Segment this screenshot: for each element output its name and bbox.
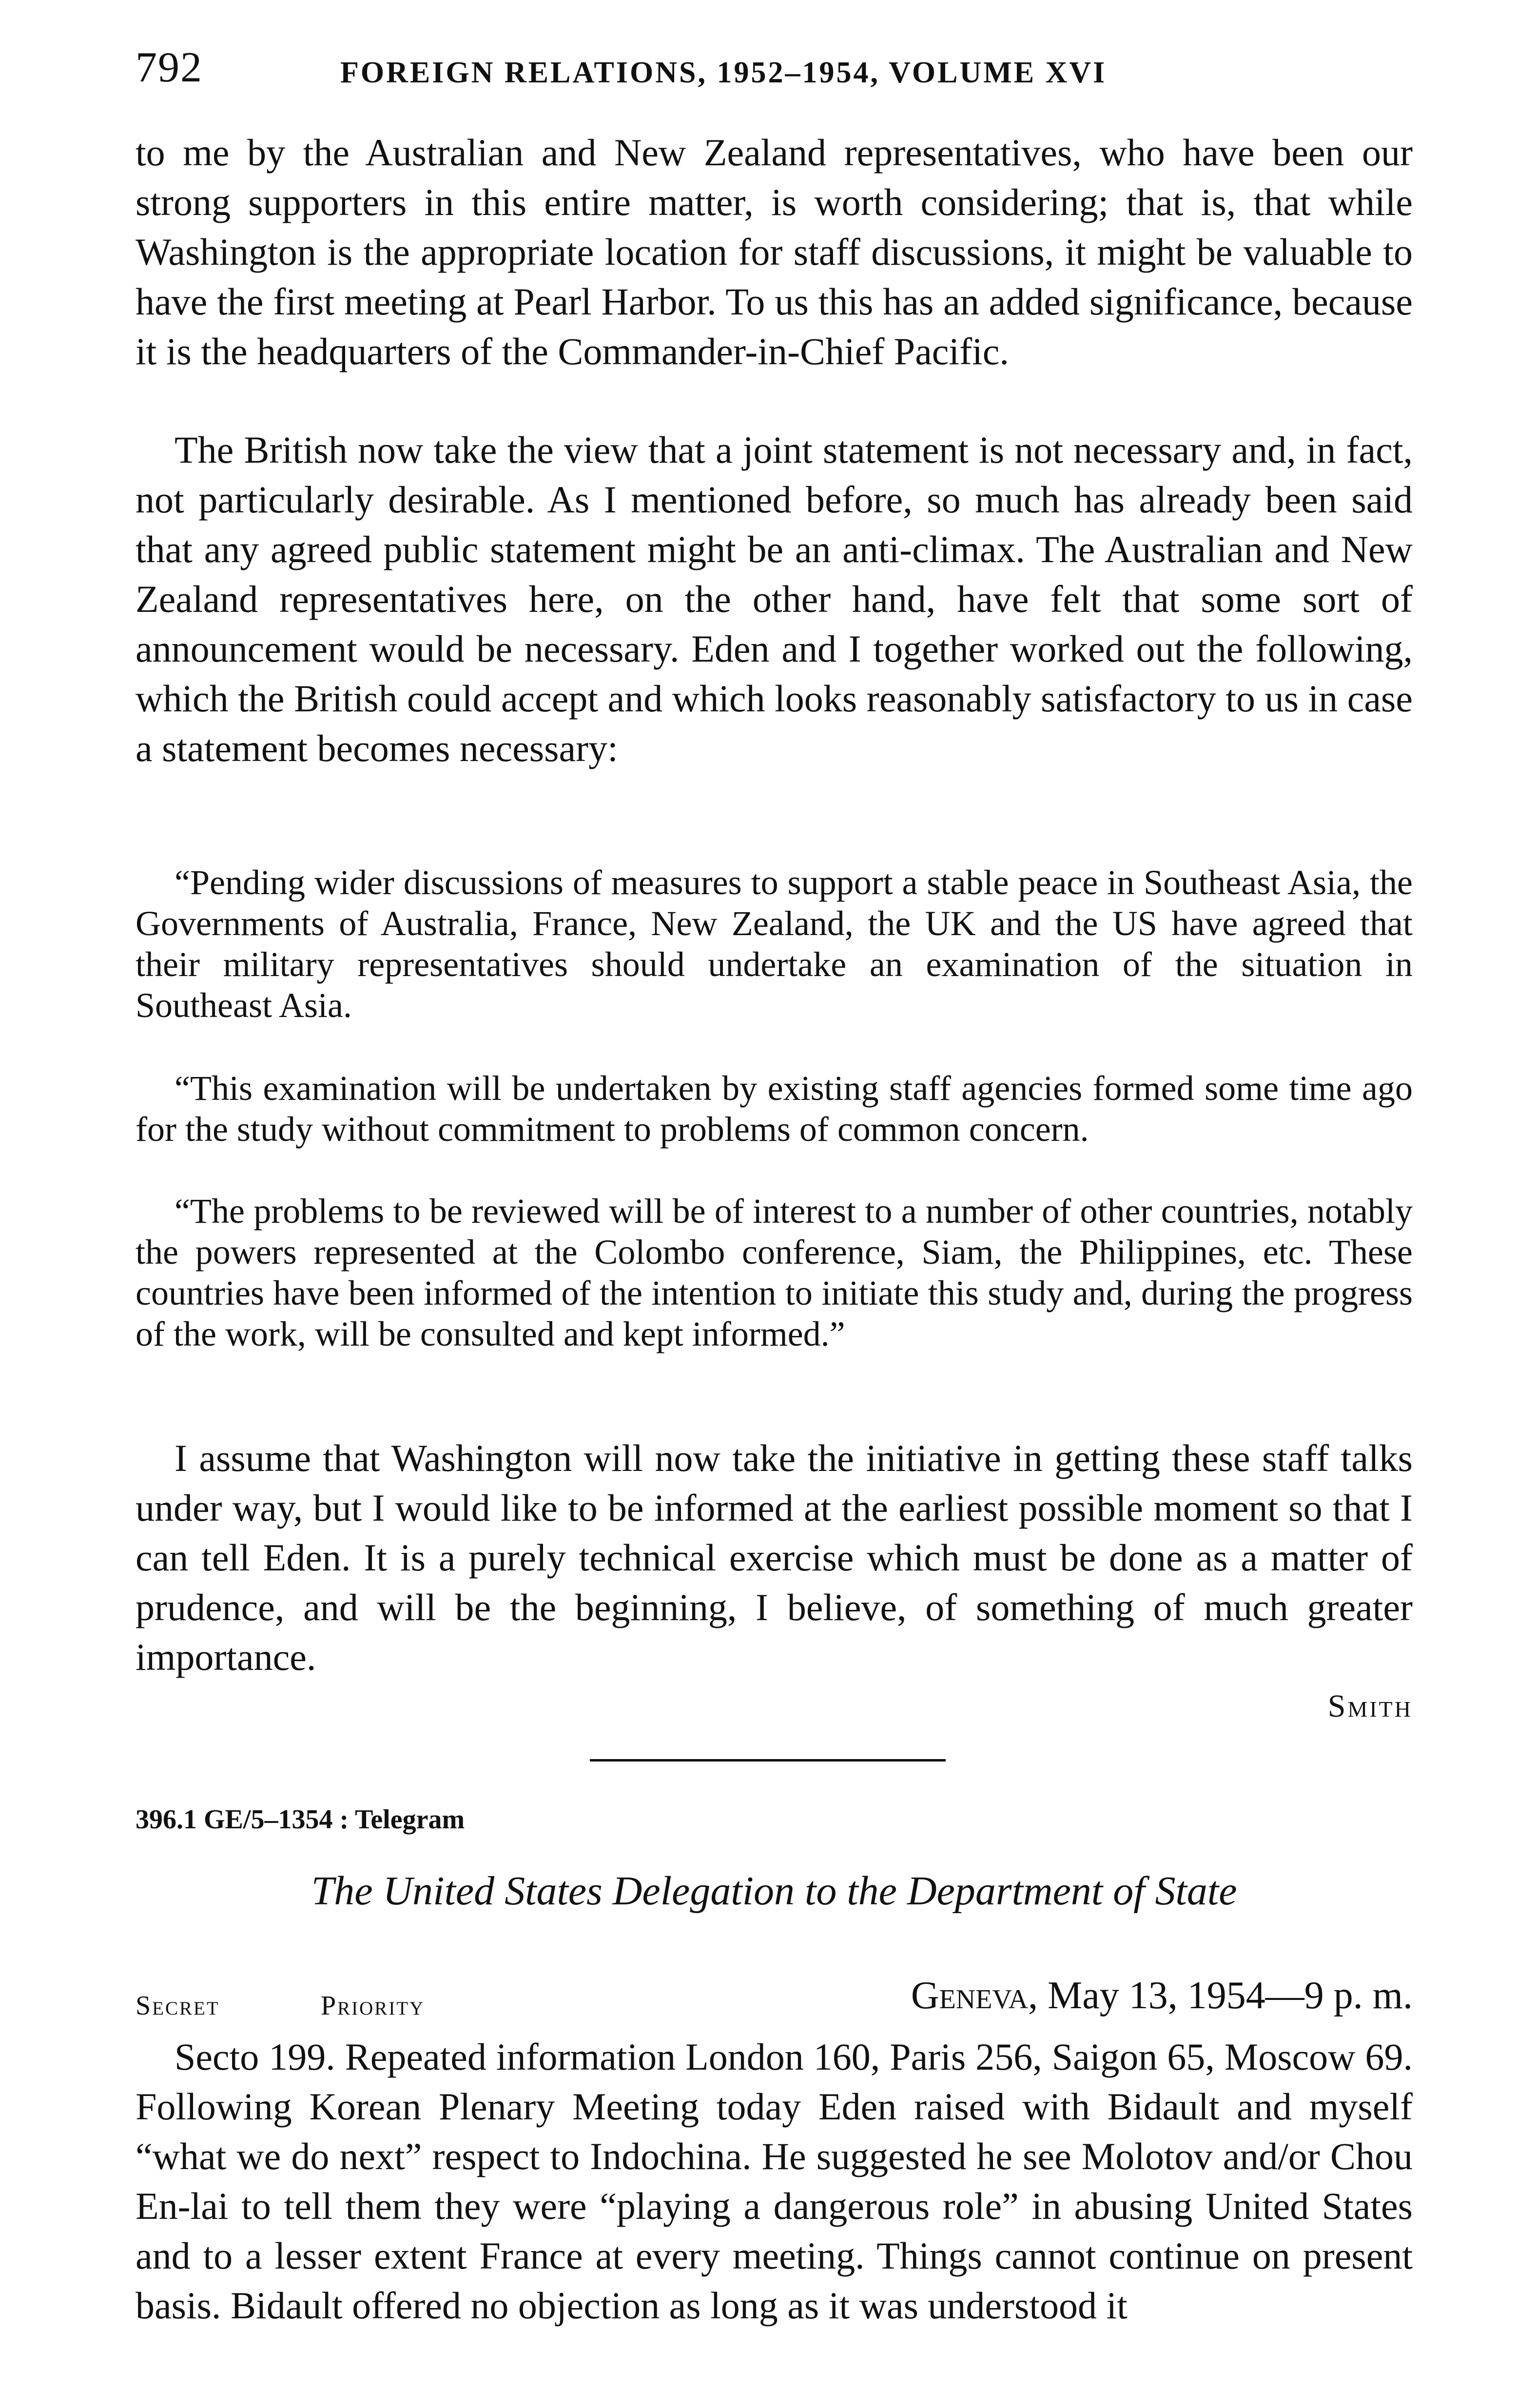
paragraph-secto-199: Secto 199. Repeated information London 160, Paris 256, Saigon 65, Moscow 69. Following Korean Plenary Meeting today Eden raised with Bidault and myself “what we do next” respect to Indochina. He suggested he see Molotov and/or Chou En-lai to tell them they were “playing a dangerous role” in abusing United States and to a lesser extent France at every meeting. Things cannot continue on present basis. Bidault offered no objection as long as it was understood it (136, 2036, 1413, 2327)
page-number: 792 (136, 44, 203, 91)
running-header (136, 43, 1413, 101)
paragraph-british-view: The British now take the view that a joint statement is not necessary and, in fact, not particularly desirable. As I mentioned before, so much has already been said that any agreed public statement might be an anti-climax. The Australian and New Zealand representatives here, on the other hand, have felt that some sort of announcement would be necessary. Eden and I together worked out the following, which the British could accept and which looks reasonably satisfactory to us in case a statement becomes necessary: (136, 429, 1413, 769)
file-reference: 396.1 GE/5–1354 : Telegram (136, 1804, 465, 1835)
quote-pending-discussions: “Pending wider discussions of measures to support a stable peace in Southeast Asia, the Governments of Australia, France, New Zealand, the UK and the US have agreed that their military representatives should undertake an examination of the situation in Southeast Asia. (136, 863, 1413, 1025)
paragraph-washington-initiative: I assume that Washington will now take the initiative in getting these staff talks under way, but I would like to be informed at the earliest possible moment so that I can tell Eden. It is a purely technical exercise which must be done as a matter of prudence, and will be the beginning, I believe, of something of much greater importance. (136, 1437, 1413, 1678)
document-title: The United States Delegation to the Department of State (311, 1868, 1237, 1914)
paragraph-continuation: to me by the Australian and New Zealand representatives, who have been our strong supporters in this entire matter, is worth considering; that is, that while Washington is the appropriate location for staff discussions, it might be valuable to have the first meeting at Pearl Harbor. To us this has an added significance, because it is the headquarters of the Commander-in-Chief Pacific. (136, 131, 1413, 372)
dateline (911, 1974, 1413, 2018)
priority-label: Priority (321, 1991, 425, 2021)
running-title: FOREIGN RELATIONS, 1952–1954, VOLUME XVI (340, 56, 1107, 89)
dateline-date: , May 13, 1954—9 p. m. (1028, 1974, 1413, 2017)
signature: Smith (1327, 1688, 1413, 1724)
classification-label: Secret (136, 1991, 220, 2021)
quote-problems-reviewed: “The problems to be reviewed will be of interest to a number of other countries, notably the powers represented at the Colombo conference, Siam, the Philippines, etc. These countries have been informed of the intention to initiate this study and, during the progress of the work, will be consulted and kept informed.” (136, 1192, 1413, 1353)
dateline-place: Geneva (911, 1974, 1029, 2017)
section-divider (590, 1759, 946, 1762)
quote-examination: “This examination will be undertaken by existing staff agencies formed some time ago for the study without commitment to problems of common concern. (136, 1069, 1413, 1149)
document-meta (136, 1974, 1413, 2027)
